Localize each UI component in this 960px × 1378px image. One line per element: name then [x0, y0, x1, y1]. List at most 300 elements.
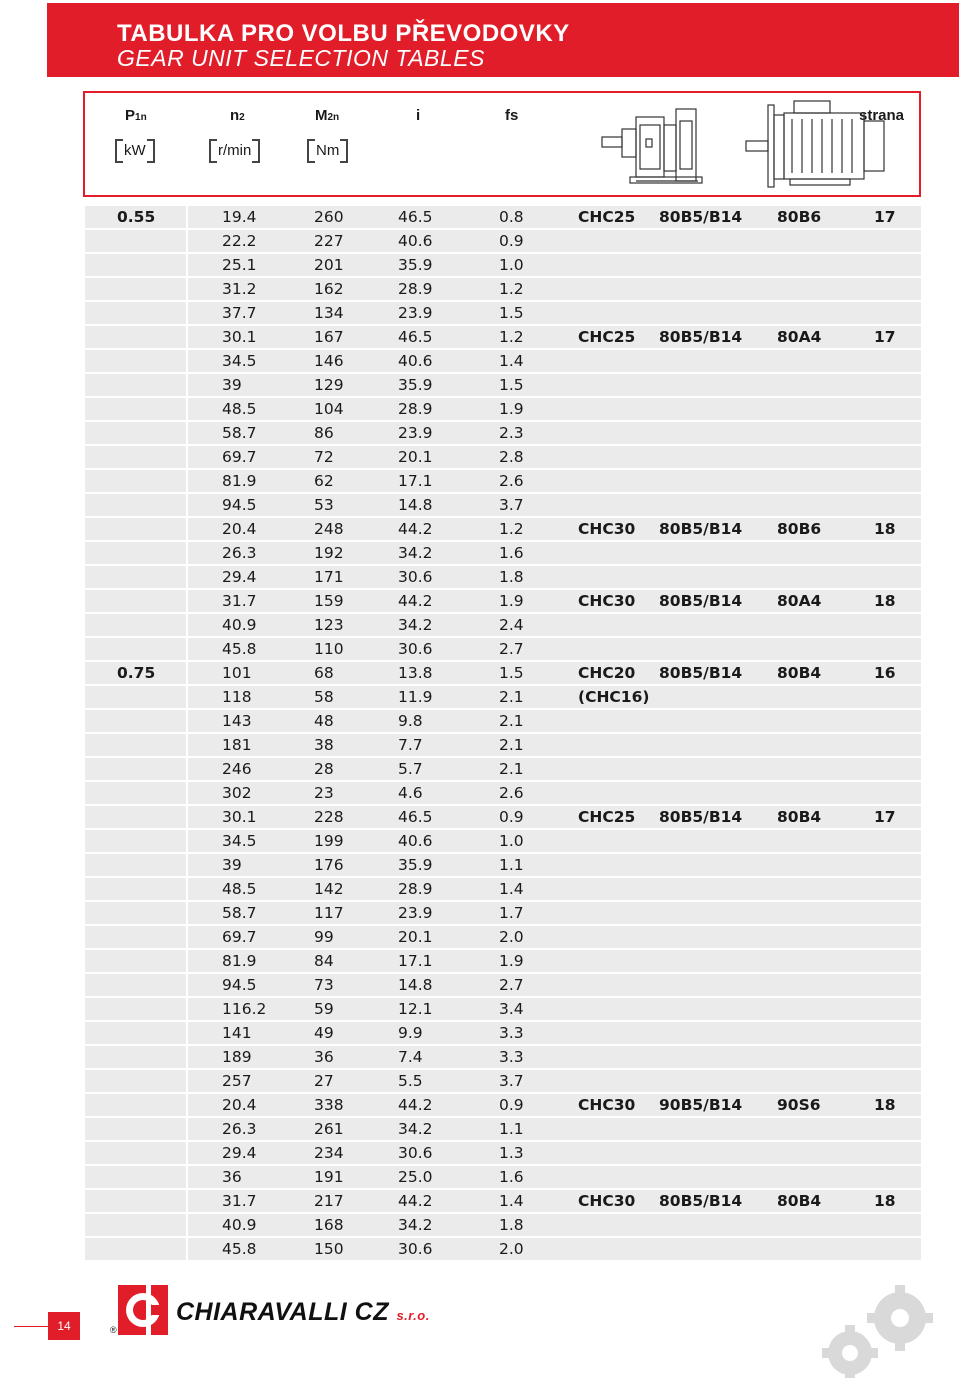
cell-fs: 1.2	[499, 328, 524, 346]
cell-fs: 2.1	[499, 760, 524, 778]
table-row	[85, 734, 921, 756]
table-row	[85, 446, 921, 468]
cell-mot: 80A4	[777, 592, 822, 610]
row-values-bg	[188, 950, 921, 972]
row-p1-cell-bg	[85, 998, 186, 1020]
cell-i: 7.4	[398, 1048, 423, 1066]
row-p1-cell-bg	[85, 1142, 186, 1164]
cell-fs: 3.4	[499, 1000, 524, 1018]
row-values-bg	[188, 470, 921, 492]
cell-i: 13.8	[398, 664, 433, 682]
cell-m2: 228	[314, 808, 344, 826]
col-i-header: i	[416, 107, 421, 124]
row-values-bg	[188, 350, 921, 372]
table-row	[85, 278, 921, 300]
row-p1-cell-bg	[85, 278, 186, 300]
cell-pg: 16	[874, 664, 896, 682]
cell-m2: 104	[314, 400, 344, 418]
cell-m2: 68	[314, 664, 334, 682]
row-p1-cell-bg	[85, 926, 186, 948]
chiaravalli-logo-icon	[118, 1285, 168, 1335]
cell-m2: 86	[314, 424, 334, 442]
cell-ad: 80B5/B14	[659, 1192, 743, 1210]
row-p1-cell-bg	[85, 1046, 186, 1068]
cell-n2: 30.1	[222, 808, 257, 826]
cell-n2: 48.5	[222, 880, 257, 898]
cell-fs: 1.9	[499, 952, 524, 970]
row-values-bg	[188, 974, 921, 996]
table-row	[85, 974, 921, 996]
title-en: GEAR UNIT SELECTION TABLES	[117, 45, 485, 71]
cell-m2: 261	[314, 1120, 344, 1138]
cell-fs: 2.1	[499, 736, 524, 754]
cell-fs: 1.8	[499, 1216, 524, 1234]
selection-table	[85, 206, 921, 1262]
cell-fs: 2.1	[499, 688, 524, 706]
cell-i: 20.1	[398, 448, 433, 466]
cell-n2: 36	[222, 1168, 242, 1186]
cell-m2: 59	[314, 1000, 334, 1018]
cell-red: CHC30	[578, 1096, 636, 1114]
table-row	[85, 686, 921, 708]
cell-fs: 2.1	[499, 712, 524, 730]
cell-m2: 227	[314, 232, 344, 250]
cell-ad: 80B5/B14	[659, 328, 743, 346]
table-row	[85, 662, 921, 684]
cell-mot: 80B4	[777, 1192, 822, 1210]
cell-i: 23.9	[398, 424, 433, 442]
cell-m2: 129	[314, 376, 344, 394]
table-row	[85, 1238, 921, 1260]
cell-n2: 26.3	[222, 1120, 257, 1138]
table-row	[85, 422, 921, 444]
cell-i: 14.8	[398, 976, 433, 994]
table-row	[85, 1070, 921, 1092]
row-p1-cell-bg	[85, 1118, 186, 1140]
row-p1-cell-bg	[85, 638, 186, 660]
cell-red: (CHC16)	[578, 688, 650, 706]
row-values-bg	[188, 854, 921, 876]
cell-i: 25.0	[398, 1168, 433, 1186]
cell-m2: 123	[314, 616, 344, 634]
cell-n2: 39	[222, 376, 242, 394]
cell-n2: 39	[222, 856, 242, 874]
cell-fs: 1.4	[499, 1192, 524, 1210]
cell-m2: 168	[314, 1216, 344, 1234]
cell-n2: 31.2	[222, 280, 257, 298]
cell-m2: 217	[314, 1192, 344, 1210]
cell-n2: 40.9	[222, 616, 257, 634]
cell-n2: 22.2	[222, 232, 257, 250]
row-values-bg	[188, 758, 921, 780]
cell-i: 9.9	[398, 1024, 423, 1042]
cell-i: 34.2	[398, 544, 433, 562]
col-p1-header: P1n	[125, 107, 147, 124]
row-p1-cell-bg	[85, 254, 186, 276]
row-p1-cell-bg	[85, 494, 186, 516]
table-row	[85, 638, 921, 660]
cell-i: 28.9	[398, 400, 433, 418]
cell-fs: 2.6	[499, 472, 524, 490]
row-p1-cell-bg	[85, 302, 186, 324]
table-row	[85, 782, 921, 804]
cell-i: 17.1	[398, 472, 433, 490]
row-p1-cell-bg	[85, 974, 186, 996]
title-cz: TABULKA PRO VOLBU PŘEVODOVKY	[117, 20, 570, 47]
row-values-bg	[188, 686, 921, 708]
column-header-box	[83, 91, 921, 197]
cell-n2: 45.8	[222, 640, 257, 658]
cell-mot: 80B6	[777, 208, 822, 226]
cell-pg: 17	[874, 808, 896, 826]
cell-fs: 1.0	[499, 832, 524, 850]
table-row	[85, 1166, 921, 1188]
cell-m2: 199	[314, 832, 344, 850]
table-row	[85, 1118, 921, 1140]
table-row	[85, 494, 921, 516]
cell-i: 35.9	[398, 256, 433, 274]
cell-fs: 2.8	[499, 448, 524, 466]
table-row	[85, 230, 921, 252]
table-row	[85, 374, 921, 396]
cell-p1: 0.75	[117, 664, 156, 682]
cell-i: 35.9	[398, 856, 433, 874]
row-values-bg	[188, 878, 921, 900]
cell-m2: 73	[314, 976, 334, 994]
cell-n2: 94.5	[222, 976, 257, 994]
cell-m2: 142	[314, 880, 344, 898]
table-row	[85, 470, 921, 492]
cell-m2: 338	[314, 1096, 344, 1114]
col-m2-header: M2n	[315, 107, 340, 124]
cell-n2: 257	[222, 1072, 252, 1090]
cell-i: 35.9	[398, 376, 433, 394]
row-p1-cell-bg	[85, 878, 186, 900]
row-values-bg	[188, 638, 921, 660]
row-p1-cell-bg	[85, 1238, 186, 1260]
cell-pg: 17	[874, 208, 896, 226]
cell-i: 23.9	[398, 904, 433, 922]
page-number: 14	[48, 1312, 80, 1340]
cell-n2: 58.7	[222, 424, 257, 442]
table-row	[85, 1142, 921, 1164]
unit-nm: Nm	[307, 139, 348, 163]
cell-pg: 18	[874, 520, 896, 538]
cell-fs: 0.9	[499, 808, 524, 826]
cell-ad: 80B5/B14	[659, 520, 743, 538]
cell-m2: 167	[314, 328, 344, 346]
cell-n2: 37.7	[222, 304, 257, 322]
row-p1-cell-bg	[85, 518, 186, 540]
cell-red: CHC30	[578, 520, 636, 538]
cell-i: 30.6	[398, 640, 433, 658]
cell-fs: 1.1	[499, 856, 524, 874]
row-values-bg	[188, 782, 921, 804]
row-p1-cell-bg	[85, 902, 186, 924]
cell-m2: 192	[314, 544, 344, 562]
row-values-bg	[188, 278, 921, 300]
row-p1-cell-bg	[85, 1190, 186, 1212]
table-row	[85, 758, 921, 780]
cell-n2: 118	[222, 688, 252, 706]
motor-illustration-icon	[740, 99, 915, 189]
cell-m2: 176	[314, 856, 344, 874]
cell-ad: 90B5/B14	[659, 1096, 743, 1114]
row-p1-cell-bg	[85, 1094, 186, 1116]
cell-fs: 2.0	[499, 928, 524, 946]
cell-m2: 117	[314, 904, 344, 922]
cell-ad: 80B5/B14	[659, 664, 743, 682]
cell-red: CHC25	[578, 808, 636, 826]
cell-red: CHC30	[578, 592, 636, 610]
cell-m2: 49	[314, 1024, 334, 1042]
cell-fs: 1.9	[499, 592, 524, 610]
cell-i: 30.6	[398, 568, 433, 586]
cell-m2: 191	[314, 1168, 344, 1186]
cell-m2: 260	[314, 208, 344, 226]
row-p1-cell-bg	[85, 854, 186, 876]
table-row	[85, 350, 921, 372]
table-row	[85, 326, 921, 348]
cell-m2: 234	[314, 1144, 344, 1162]
row-values-bg	[188, 374, 921, 396]
row-values-bg	[188, 734, 921, 756]
table-row	[85, 542, 921, 564]
cell-m2: 62	[314, 472, 334, 490]
cell-n2: 81.9	[222, 472, 257, 490]
table-row	[85, 926, 921, 948]
table-row	[85, 566, 921, 588]
row-p1-cell-bg	[85, 446, 186, 468]
row-values-bg	[188, 926, 921, 948]
cell-i: 46.5	[398, 328, 433, 346]
row-p1-cell-bg	[85, 758, 186, 780]
row-values-bg	[188, 1142, 921, 1164]
cell-mot: 80A4	[777, 328, 822, 346]
cell-m2: 84	[314, 952, 334, 970]
cell-i: 9.8	[398, 712, 423, 730]
cell-m2: 150	[314, 1240, 344, 1258]
table-row	[85, 998, 921, 1020]
table-row	[85, 1022, 921, 1044]
row-p1-cell-bg	[85, 782, 186, 804]
cell-fs: 2.7	[499, 640, 524, 658]
row-values-bg	[188, 1022, 921, 1044]
col-n2-header: n2	[230, 107, 245, 124]
cell-fs: 1.9	[499, 400, 524, 418]
row-p1-cell-bg	[85, 350, 186, 372]
cell-i: 44.2	[398, 1192, 433, 1210]
cell-n2: 31.7	[222, 592, 257, 610]
cell-n2: 141	[222, 1024, 252, 1042]
cell-fs: 2.7	[499, 976, 524, 994]
cell-m2: 110	[314, 640, 344, 658]
cell-fs: 1.3	[499, 1144, 524, 1162]
cell-fs: 2.3	[499, 424, 524, 442]
cell-red: CHC30	[578, 1192, 636, 1210]
cell-pg: 18	[874, 1192, 896, 1210]
row-p1-cell-bg	[85, 326, 186, 348]
row-values-bg	[188, 1046, 921, 1068]
cell-i: 34.2	[398, 616, 433, 634]
cell-i: 28.9	[398, 880, 433, 898]
cell-ad: 80B5/B14	[659, 208, 743, 226]
table-row	[85, 1190, 921, 1212]
row-p1-cell-bg	[85, 542, 186, 564]
row-values-bg	[188, 230, 921, 252]
cell-n2: 246	[222, 760, 252, 778]
registered-mark: ®	[110, 1325, 117, 1335]
row-values-bg	[188, 398, 921, 420]
row-p1-cell-bg	[85, 398, 186, 420]
row-values-bg	[188, 1166, 921, 1188]
table-row	[85, 1214, 921, 1236]
row-p1-cell-bg	[85, 1070, 186, 1092]
cell-i: 4.6	[398, 784, 423, 802]
row-p1-cell-bg	[85, 734, 186, 756]
cell-n2: 26.3	[222, 544, 257, 562]
cell-i: 28.9	[398, 280, 433, 298]
row-p1-cell-bg	[85, 686, 186, 708]
row-values-bg	[188, 1070, 921, 1092]
row-p1-cell-bg	[85, 830, 186, 852]
cell-m2: 38	[314, 736, 334, 754]
cell-pg: 18	[874, 1096, 896, 1114]
cell-n2: 34.5	[222, 352, 257, 370]
cell-n2: 29.4	[222, 1144, 257, 1162]
cell-n2: 181	[222, 736, 252, 754]
row-values-bg	[188, 494, 921, 516]
cell-m2: 28	[314, 760, 334, 778]
cell-pg: 17	[874, 328, 896, 346]
cell-i: 34.2	[398, 1216, 433, 1234]
table-row	[85, 710, 921, 732]
row-p1-cell-bg	[85, 566, 186, 588]
row-p1-cell-bg	[85, 470, 186, 492]
unit-kw: kW	[115, 139, 155, 163]
cell-i: 17.1	[398, 952, 433, 970]
row-values-bg	[188, 902, 921, 924]
cell-fs: 1.6	[499, 544, 524, 562]
col-page-header: strana	[859, 107, 905, 124]
cell-n2: 116.2	[222, 1000, 267, 1018]
cell-i: 40.6	[398, 832, 433, 850]
table-row	[85, 1094, 921, 1116]
cell-i: 20.1	[398, 928, 433, 946]
cell-fs: 1.0	[499, 256, 524, 274]
table-row	[85, 854, 921, 876]
cell-i: 44.2	[398, 520, 433, 538]
cell-mot: 90S6	[777, 1096, 821, 1114]
row-values-bg	[188, 1238, 921, 1260]
row-values-bg	[188, 998, 921, 1020]
table-row	[85, 830, 921, 852]
row-values-bg	[188, 1214, 921, 1236]
cell-mot: 80B4	[777, 808, 822, 826]
cell-i: 14.8	[398, 496, 433, 514]
cell-fs: 1.4	[499, 352, 524, 370]
cell-m2: 72	[314, 448, 334, 466]
cell-fs: 3.3	[499, 1048, 524, 1066]
cell-m2: 99	[314, 928, 334, 946]
cell-n2: 31.7	[222, 1192, 257, 1210]
cell-fs: 1.8	[499, 568, 524, 586]
cell-n2: 29.4	[222, 568, 257, 586]
cell-m2: 134	[314, 304, 344, 322]
unit-rmin: r/min	[209, 139, 260, 163]
row-p1-cell-bg	[85, 710, 186, 732]
row-values-bg	[188, 254, 921, 276]
cell-m2: 248	[314, 520, 344, 538]
cell-i: 44.2	[398, 1096, 433, 1114]
row-p1-cell-bg	[85, 806, 186, 828]
cell-n2: 69.7	[222, 448, 257, 466]
cell-fs: 2.0	[499, 1240, 524, 1258]
cell-i: 7.7	[398, 736, 423, 754]
cell-i: 11.9	[398, 688, 433, 706]
cell-n2: 189	[222, 1048, 252, 1066]
cell-fs: 1.2	[499, 280, 524, 298]
cell-i: 34.2	[398, 1120, 433, 1138]
cell-fs: 3.3	[499, 1024, 524, 1042]
cell-i: 5.5	[398, 1072, 423, 1090]
row-p1-cell-bg	[85, 230, 186, 252]
row-values-bg	[188, 830, 921, 852]
cell-m2: 159	[314, 592, 344, 610]
cell-fs: 1.1	[499, 1120, 524, 1138]
cell-mot: 80B6	[777, 520, 822, 538]
cell-m2: 201	[314, 256, 344, 274]
table-row	[85, 1046, 921, 1068]
cell-i: 44.2	[398, 592, 433, 610]
row-values-bg	[188, 1118, 921, 1140]
cell-n2: 69.7	[222, 928, 257, 946]
cell-n2: 101	[222, 664, 252, 682]
cell-ad: 80B5/B14	[659, 592, 743, 610]
cell-i: 23.9	[398, 304, 433, 322]
cell-i: 5.7	[398, 760, 423, 778]
table-row	[85, 206, 921, 228]
table-row	[85, 398, 921, 420]
row-values-bg	[188, 710, 921, 732]
row-p1-cell-bg	[85, 374, 186, 396]
cell-i: 40.6	[398, 352, 433, 370]
table-row	[85, 950, 921, 972]
cell-i: 46.5	[398, 208, 433, 226]
cell-p1: 0.55	[117, 208, 156, 226]
row-values-bg	[188, 614, 921, 636]
cell-i: 40.6	[398, 232, 433, 250]
table-row	[85, 806, 921, 828]
cell-m2: 53	[314, 496, 334, 514]
table-row	[85, 518, 921, 540]
cell-n2: 20.4	[222, 520, 257, 538]
cell-n2: 25.1	[222, 256, 257, 274]
cell-n2: 94.5	[222, 496, 257, 514]
table-row	[85, 590, 921, 612]
cell-fs: 0.9	[499, 232, 524, 250]
cell-fs: 1.5	[499, 304, 524, 322]
cell-m2: 48	[314, 712, 334, 730]
cell-i: 30.6	[398, 1144, 433, 1162]
cell-fs: 1.4	[499, 880, 524, 898]
row-p1-cell-bg	[85, 1022, 186, 1044]
row-values-bg	[188, 542, 921, 564]
row-p1-cell-bg	[85, 950, 186, 972]
cell-red: CHC25	[578, 208, 636, 226]
cell-n2: 143	[222, 712, 252, 730]
row-p1-cell-bg	[85, 614, 186, 636]
